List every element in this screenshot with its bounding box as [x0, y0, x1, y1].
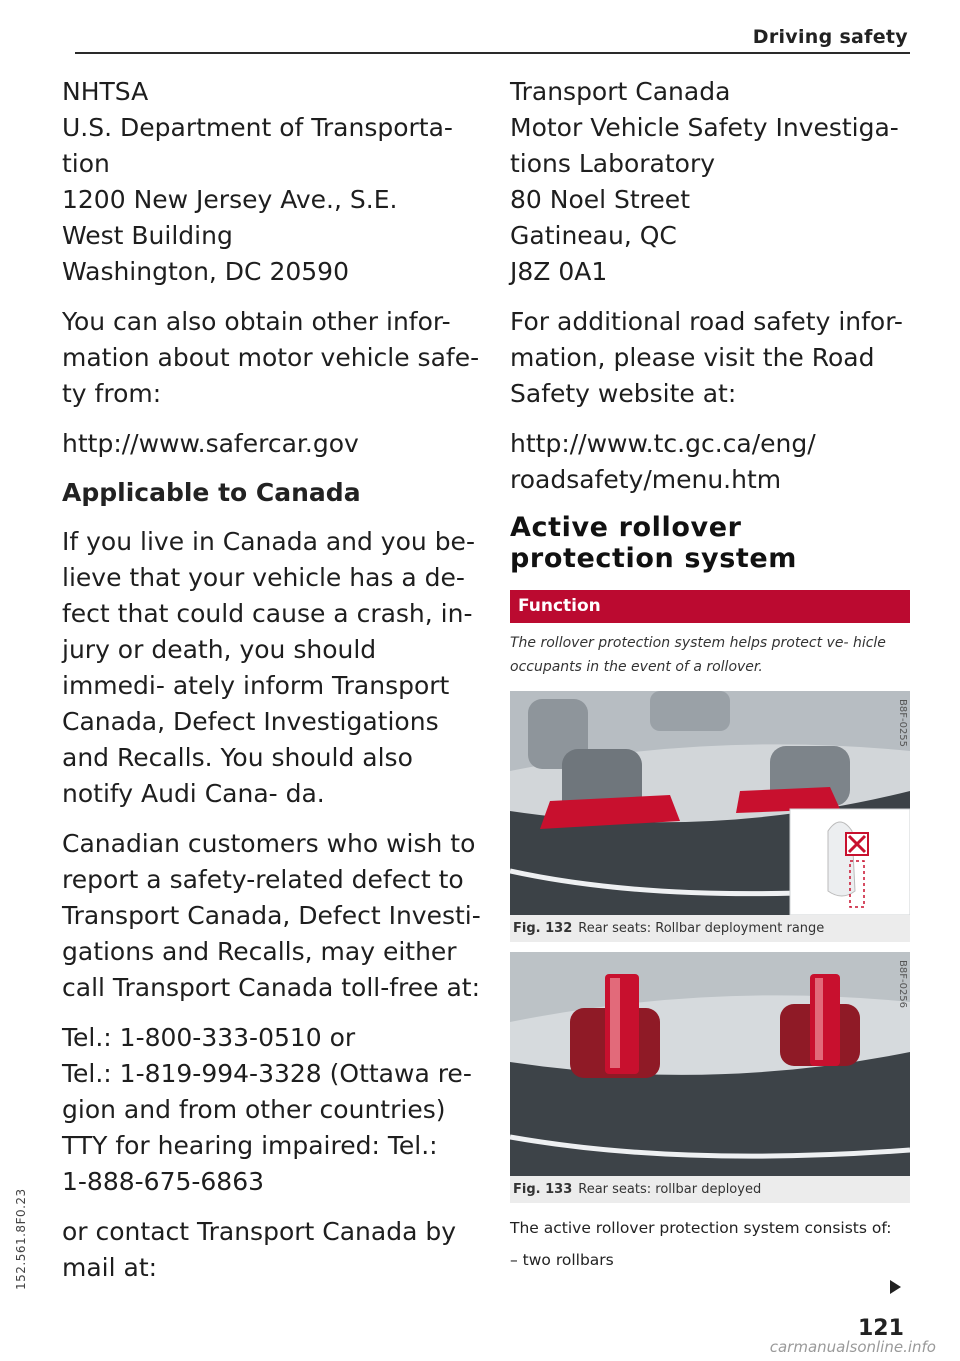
address-line: 1200 New Jersey Ave., S.E. — [62, 185, 398, 214]
figure-code: B8F-0255 — [897, 699, 908, 748]
figure-caption — [510, 1176, 910, 1203]
figure-caption-text: Rear seats: rollbar deployed — [578, 1182, 762, 1197]
address-line: J8Z 0A1 — [510, 257, 608, 286]
section-title: Active rollover protection system — [510, 512, 798, 574]
url-line[interactable]: roadsafety/menu.htm — [510, 465, 782, 494]
address-line: Gatineau, QC — [510, 221, 677, 250]
canada-address — [510, 74, 910, 290]
figure-code: B8F-0256 — [897, 960, 908, 1009]
rollbar-deployed-illustration — [510, 952, 910, 1176]
safercar-link[interactable]: http://www.safercar.gov — [62, 429, 359, 458]
address-line: Motor Vehicle Safety Investiga- — [510, 113, 899, 142]
list-item: – two rollbars — [510, 1251, 614, 1269]
address-line: West Building — [62, 221, 233, 250]
body-text: The active rollover protection system consists of: — [510, 1219, 892, 1237]
road-safety-link[interactable] — [510, 426, 910, 498]
canada-heading: Applicable to Canada — [62, 478, 361, 507]
canada-paragraph: If you live in Canada and you be- lieve that your vehicle has a de- fect that could cause a crash, in- jury or death, you should immedi- ately inform Transport Canada, Defect Investigations and Recalls. You should also notify Audi Cana- da. — [62, 527, 475, 808]
road-safety-paragraph: For additional road safety infor- mation, please visit the Road Safety website at: — [510, 307, 903, 408]
url-line[interactable]: http://www.tc.gc.ca/eng/ — [510, 429, 816, 458]
page-number: 121 — [858, 1316, 904, 1341]
us-address — [62, 74, 482, 290]
left-column — [62, 74, 482, 1300]
phone-line: TTY for hearing impaired: Tel.: — [62, 1131, 438, 1160]
figure-132 — [510, 691, 910, 942]
function-bar: Function — [510, 590, 910, 623]
figure-number: Fig. 132 — [513, 921, 573, 936]
phone-line: 1-888-675-6863 — [62, 1167, 265, 1196]
phone-line: Tel.: 1-800-333-0510 or — [62, 1023, 356, 1052]
intro-text: The rollover protection system helps protect ve- hicle occupants in the event of a rollover. — [510, 635, 886, 675]
address-line: tion — [62, 149, 110, 178]
phone-line: gion and from other countries) — [62, 1095, 446, 1124]
figure-caption — [510, 915, 910, 942]
customers-paragraph: Canadian customers who wish to report a safety-related defect to Transport Canada, Defect Investi- gations and Recalls, may either call Transport Canada toll-free at: — [62, 829, 481, 1002]
header-divider — [75, 52, 910, 54]
address-line: 80 Noel Street — [510, 185, 690, 214]
address-line: Washington, DC 20590 — [62, 257, 349, 286]
figure-number: Fig. 133 — [513, 1182, 573, 1197]
right-column — [510, 74, 910, 1271]
continue-arrow-icon — [890, 1280, 901, 1294]
mail-paragraph: or contact Transport Canada by mail at: — [62, 1217, 457, 1282]
address-line: NHTSA — [62, 77, 149, 106]
phone-line: Tel.: 1-819-994-3328 (Ottawa re- — [62, 1059, 472, 1088]
address-line: Transport Canada — [510, 77, 731, 106]
phone-list — [62, 1020, 482, 1200]
address-line: tions Laboratory — [510, 149, 716, 178]
running-header: Driving safety — [752, 26, 908, 48]
figure-133 — [510, 952, 910, 1203]
rollbar-range-illustration — [510, 691, 910, 915]
info-paragraph: You can also obtain other infor- mation about motor vehicle safe- ty from: — [62, 307, 480, 408]
watermark: carmanualsonline.info — [769, 1338, 936, 1356]
address-line: U.S. Department of Transporta- — [62, 113, 453, 142]
figure-caption-text: Rear seats: Rollbar deployment range — [578, 921, 825, 936]
document-code: 152.561.8F0.23 — [14, 1188, 28, 1290]
